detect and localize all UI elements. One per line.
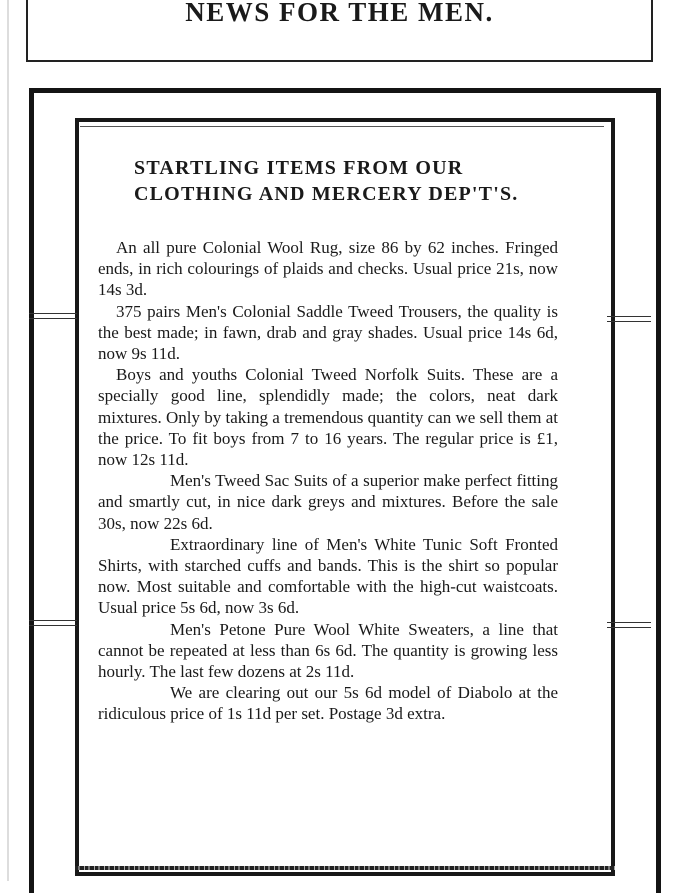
side-rule-left-2 — [29, 620, 77, 626]
section-heading-line-2: CLOTHING AND MERCERY DEP'T'S. — [134, 183, 519, 205]
side-rule-left-1 — [29, 313, 77, 319]
item-tunic-shirts: Extraordinary line of Men's White Tunic Soft Fronted Shirts, with starched cuffs and bands. This is the shirt so popular now. Most suitable and comfortable with the high-cut waistcoats. Usual price 5s 6d, now 3s 6d. — [98, 534, 558, 618]
item-norfolk-suits: Boys and youths Colonial Tweed Norfolk Suits. These are a specially good line, splendidly made; the colors, neat dark mixtures. Only by taking a tremendous quantity can we sell them at the price. To fit boys from 7 to 16 years. The regular price is £1, now 12s 11d. — [98, 365, 558, 470]
page-edge — [7, 0, 9, 881]
page-title: NEWS FOR THE MEN. — [185, 0, 494, 27]
item-diabolo: We are clearing out our 5s 6d model of Diabolo at the ridiculous price of 1s 11d per set. Postage 3d extra. — [98, 683, 558, 724]
item-wool-rug: An all pure Colonial Wool Rug, size 86 by 62 inches. Fringed ends, in rich colourings of plaids and checks. Usual price 21s, now 14s 3d. — [98, 238, 558, 300]
advert-content — [98, 155, 558, 725]
item-sac-suits: Men's Tweed Sac Suits of a superior make perfect fitting and smartly cut, in nice dark greys and mixtures. Before the sale 30s, now 22s 6d. — [98, 471, 558, 533]
section-heading — [134, 155, 558, 207]
section-heading-line-1: STARTLING ITEMS FROM OUR — [134, 157, 464, 179]
side-rule-right-2 — [607, 622, 651, 628]
item-sweaters: Men's Petone Pure Wool White Sweaters, a line that cannot be repeated at less than 6s 6d. The quantity is growing less hourly. The last few dozens at 2s 11d. — [98, 619, 558, 682]
inner-border-rule — [80, 126, 604, 127]
header-frame — [26, 0, 653, 62]
bottom-decorative-rule — [75, 866, 615, 870]
item-list — [98, 237, 558, 725]
item-tweed-trousers: 375 pairs Men's Colonial Saddle Tweed Trousers, the quality is the best made; in fawn, drab and gray shades. Usual price 14s 6d, now 9s 11d. — [98, 301, 558, 364]
side-rule-right-1 — [607, 316, 651, 322]
